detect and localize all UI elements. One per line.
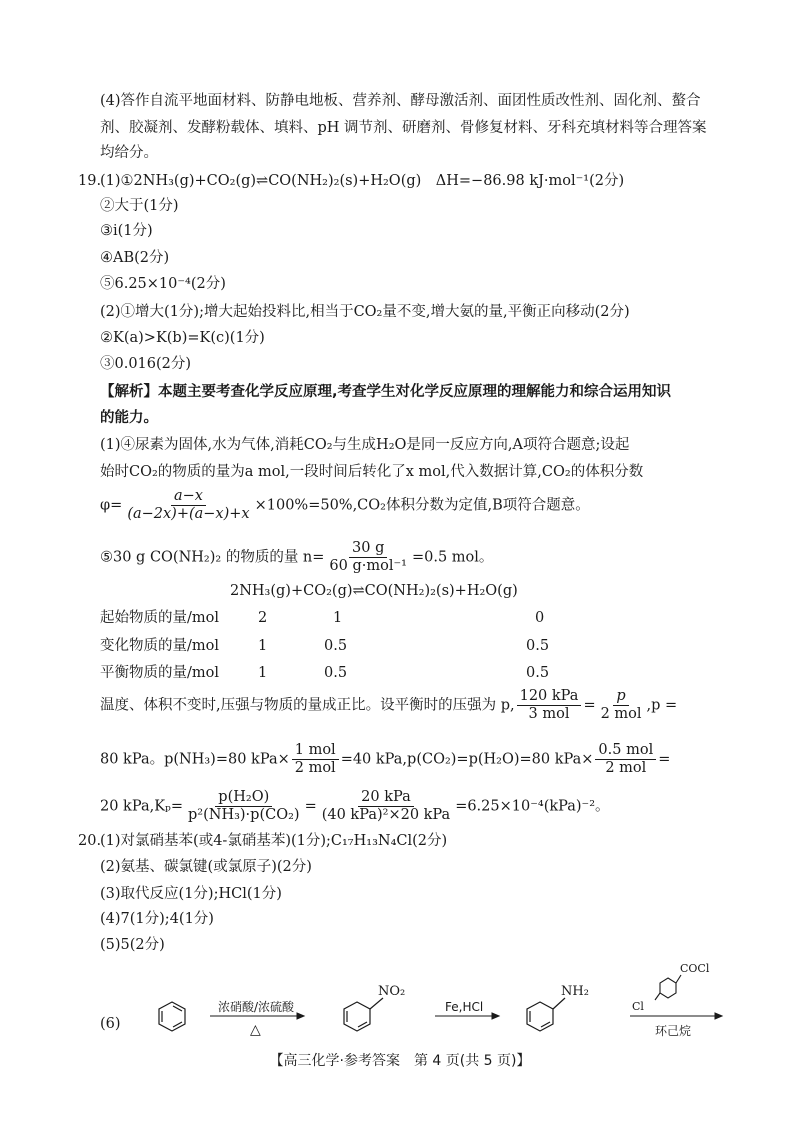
answer-line: ②K(a)>K(b)=K(c)(1分) <box>100 330 265 346</box>
formula-text: ×100%=50%,CO₂体积分数为定值,B项符合题意。 <box>254 497 590 514</box>
numerator: a−x <box>171 488 206 506</box>
text-line: (4)答作自流平地面材料、防静电地板、营养剂、酵母激活剂、面团性质改性剂、固化剂、螯合 <box>100 93 701 109</box>
moles-formula <box>100 540 493 575</box>
denominator: 2 mol <box>605 760 647 776</box>
fraction <box>319 789 453 824</box>
page-footer: 【高三化学·参考答案 第 4 页(共 5 页)】 <box>269 1053 531 1069</box>
fraction <box>292 742 339 777</box>
text-line: 剂、胶凝剂、发酵粉载体、填料、pH 调节剂、研磨剂、骨修复材料、牙科充填材料等合理答案 <box>100 120 707 136</box>
formula-text: ⑤30 g CO(NH₂)₂ 的物质的量 n= <box>100 549 325 566</box>
cell: 1 <box>258 638 268 654</box>
row-label: 平衡物质的量/mol <box>100 665 220 681</box>
part-label: (6) <box>100 1016 121 1032</box>
fraction <box>124 488 252 523</box>
cell: 0.5 <box>324 638 348 654</box>
fraction <box>326 540 410 575</box>
reaction-equation: 2NH₃(g)+CO₂(g)⇌CO(NH₂)₂(s)+H₂O(g) <box>230 583 518 599</box>
denominator: (40 kPa)²×20 kPa <box>321 807 451 823</box>
numerator: p <box>613 688 628 706</box>
formula-text: φ= <box>100 497 123 514</box>
answer-line: (3)取代反应(1分);HCl(1分) <box>100 886 282 902</box>
formula-text: =40 kPa,p(CO₂)=p(H₂O)=80 kPa× <box>340 751 594 768</box>
question-number: 20. <box>78 833 102 849</box>
cell: 2 <box>258 610 268 626</box>
text-line: 均给分。 <box>100 145 158 161</box>
aniline-icon <box>527 998 565 1031</box>
numerator: 30 g <box>349 540 387 558</box>
denominator: 2 mol <box>600 706 642 722</box>
denominator: 2 mol <box>294 760 336 776</box>
fraction <box>598 688 645 723</box>
answer-line: (1)对氯硝基苯(或4-氯硝基苯)(1分);C₁₇H₁₃N₄Cl(2分) <box>100 833 448 849</box>
reaction-condition: 浓硝酸/浓硫酸 <box>218 1000 295 1014</box>
formula-text: =0.5 mol。 <box>411 549 494 566</box>
answer-line: ④AB(2分) <box>100 250 170 266</box>
answer-line: ②大于(1分) <box>100 198 179 214</box>
group-label: Cl <box>632 1000 644 1013</box>
numerator: 0.5 mol <box>595 742 656 760</box>
group-label: NH₂ <box>561 984 589 999</box>
answer-line: (2)①增大(1分);增大起始投料比,相当于CO₂量不变,增大氨的量,平衡正向移动(2分) <box>100 304 630 320</box>
cell: 0.5 <box>324 665 348 681</box>
answer-line: (2)氨基、碳氯键(或氯原子)(2分) <box>100 859 312 875</box>
reaction-condition: 环己烷 <box>655 1024 692 1038</box>
benzene-icon <box>159 1002 185 1031</box>
denominator: p²(NH₃)·p(CO₂) <box>188 807 300 823</box>
analysis-line: 始时CO₂的物质的量为a mol,一段时间后转化了x mol,代入数据计算,CO₂的体积分数 <box>100 464 644 480</box>
row-label: 变化物质的量/mol <box>100 638 220 654</box>
question-number: 19. <box>78 173 102 189</box>
formula-text: =6.25×10⁻⁴(kPa)⁻²。 <box>455 798 610 815</box>
answer-line: ③ⅰ(1分) <box>100 223 153 239</box>
numerator: 120 kPa <box>517 688 582 706</box>
formula-text: 温度、体积不变时,压强与物质的量成正比。设平衡时的压强为 p, <box>100 697 515 714</box>
analysis-title: 的能力。 <box>100 410 158 426</box>
cell: 0.5 <box>526 665 550 681</box>
cell: 1 <box>258 665 268 681</box>
partial-pressure-line <box>100 742 670 777</box>
group-label: COCl <box>680 962 710 975</box>
numerator: 20 kPa <box>358 789 414 807</box>
reaction-condition: Fe,HCl <box>445 1000 484 1014</box>
kp-line <box>100 789 610 824</box>
numerator: 1 mol <box>292 742 339 760</box>
fraction <box>517 688 582 723</box>
numerator: p(H₂O) <box>215 789 272 807</box>
answer-line: (4)7(1分);4(1分) <box>100 911 214 927</box>
formula-text: 80 kPa。p(NH₃)=80 kPa× <box>100 751 290 768</box>
formula-text: = <box>304 798 317 815</box>
fraction <box>185 789 303 824</box>
reaction-condition: △ <box>250 1022 261 1038</box>
denominator: 60 g·mol⁻¹ <box>329 558 407 574</box>
phi-formula <box>100 488 590 523</box>
denominator: 3 mol <box>528 706 570 722</box>
answer-line: (5)5(2分) <box>100 937 165 953</box>
formula-text: 20 kPa,Kₚ= <box>100 798 183 815</box>
analysis-title: 【解析】本题主要考查化学反应原理,考查学生对化学反应原理的理解能力和综合运用知识 <box>100 384 672 400</box>
fraction <box>595 742 656 777</box>
cell: 0.5 <box>526 638 550 654</box>
denominator: (a−2x)+(a−x)+x <box>127 506 250 522</box>
formula-text: = <box>658 751 671 768</box>
cell: 1 <box>333 610 343 626</box>
pressure-line <box>100 688 677 723</box>
row-label: 起始物质的量/mol <box>100 610 220 626</box>
answer-line: ⑤6.25×10⁻⁴(2分) <box>100 276 226 292</box>
arrow-icon <box>630 1013 722 1019</box>
formula-text: ,p = <box>646 697 678 714</box>
group-label: NO₂ <box>378 984 406 999</box>
formula-text: = <box>583 697 596 714</box>
answer-line: ③0.016(2分) <box>100 356 192 372</box>
answer-line: (1)①2NH₃(g)+CO₂(g)⇌CO(NH₂)₂(s)+H₂O(g) ΔH=−86.98 kJ·mol⁻¹(2分) <box>100 173 625 189</box>
nitrobenzene-icon <box>344 998 383 1031</box>
cell: 0 <box>535 610 545 626</box>
analysis-line: (1)④尿素为固体,水为气体,消耗CO₂与生成H₂O是同一反应方向,A项符合题意;设起 <box>100 437 630 453</box>
chlorobenzoyl-chloride-icon <box>655 975 681 1000</box>
